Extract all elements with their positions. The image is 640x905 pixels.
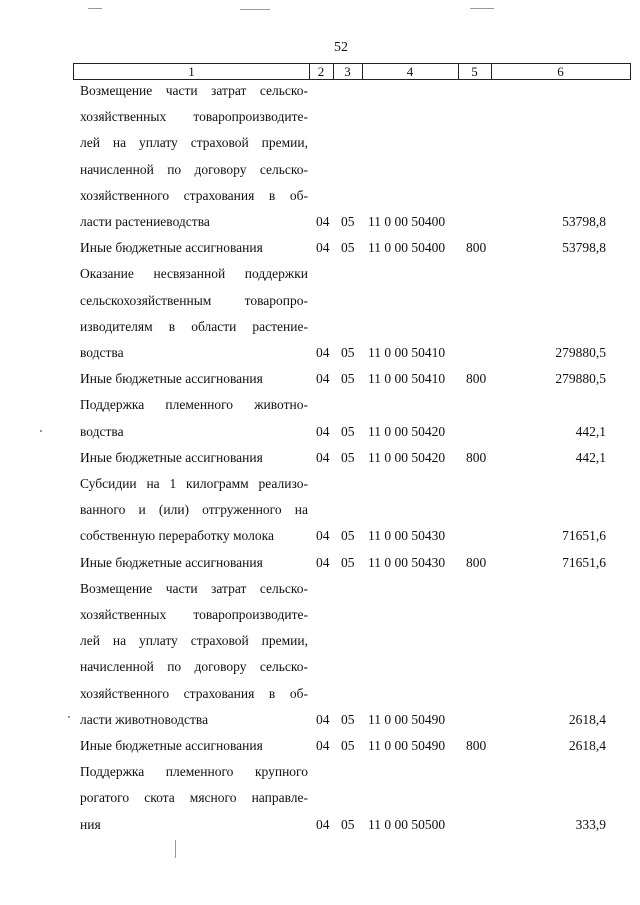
row-description-line: рогатого скота мясного направле- xyxy=(80,790,308,806)
cell-amount: 71651,6 xyxy=(562,554,606,570)
cell-amount: 53798,8 xyxy=(562,214,606,229)
header-col-4: 4 xyxy=(362,64,459,79)
row-description-line: Иные бюджетные ассигнования xyxy=(80,449,263,465)
cell-subsection: 05 xyxy=(341,423,355,439)
cell-amount: 279880,5 xyxy=(555,371,606,387)
scan-speck xyxy=(88,8,102,9)
cell-target-code: 11 0 00 50420 xyxy=(368,449,446,465)
header-col-6: 6 xyxy=(557,64,564,79)
cell-amount: 71651,6 xyxy=(562,528,606,544)
cell-section: 04 xyxy=(316,738,330,753)
row-description-line: хозяйственных товаропроизводите- xyxy=(80,607,308,622)
header-col-3: 3 xyxy=(333,64,363,79)
cell-target-code: 11 0 00 50430 xyxy=(368,528,446,544)
page-number-text: 52 xyxy=(334,40,348,55)
cell-section: 04 xyxy=(316,345,330,360)
row-description-line: Оказание несвязанной поддержки xyxy=(80,266,308,282)
cell-section: 04 xyxy=(316,528,330,544)
cell-section: 04 xyxy=(316,214,330,229)
cell-amount: 442,1 xyxy=(575,449,606,465)
cell-target-code: 11 0 00 50410 xyxy=(368,371,446,387)
cell-target-code: 11 0 00 50400 xyxy=(368,240,446,256)
cell-section: 04 xyxy=(316,449,330,465)
row-description-line: Поддержка племенного животно- xyxy=(80,397,308,413)
cell-amount: 53798,8 xyxy=(562,240,606,256)
cell-subsection: 05 xyxy=(341,738,355,753)
row-description-line: Возмещение части затрат сельско- xyxy=(80,580,308,596)
scan-speck xyxy=(68,716,70,718)
cell-amount: 279880,5 xyxy=(555,345,606,360)
row-description-line: Поддержка племенного крупного xyxy=(80,764,308,780)
row-description-line: ния xyxy=(80,816,101,832)
cell-subsection: 05 xyxy=(341,214,355,229)
row-description-line: хозяйственного страхования в об- xyxy=(80,685,308,701)
cell-section: 04 xyxy=(316,554,330,570)
cell-expense-type: 800 xyxy=(466,738,487,753)
cell-amount: 2618,4 xyxy=(568,711,606,727)
cell-target-code: 11 0 00 50500 xyxy=(368,816,446,832)
cell-subsection: 05 xyxy=(341,528,355,544)
row-description-line: Иные бюджетные ассигнования xyxy=(80,371,263,387)
cell-target-code: 11 0 00 50420 xyxy=(368,423,446,439)
row-description-line: лей на уплату страховой премии, xyxy=(80,633,308,649)
row-description-line: Субсидии на 1 килограмм реализо- xyxy=(80,476,308,491)
row-description-line: водства xyxy=(80,423,124,439)
cell-subsection: 05 xyxy=(341,240,355,256)
cell-subsection: 05 xyxy=(341,371,355,387)
cell-target-code: 11 0 00 50430 xyxy=(368,554,446,570)
cell-section: 04 xyxy=(316,816,330,832)
table-header xyxy=(73,63,631,80)
cell-amount: 333,9 xyxy=(575,816,606,832)
cell-expense-type: 800 xyxy=(466,449,487,465)
scan-speck xyxy=(470,8,494,9)
cell-subsection: 05 xyxy=(341,816,355,832)
cell-subsection: 05 xyxy=(341,554,355,570)
cell-expense-type: 800 xyxy=(466,240,487,256)
cell-amount: 2618,4 xyxy=(568,738,606,753)
row-description-line: водства xyxy=(80,345,124,360)
row-description-line: изводителям в области растение- xyxy=(80,318,308,334)
cell-target-code: 11 0 00 50490 xyxy=(368,738,446,753)
row-description-line: Возмещение части затрат сельско- xyxy=(80,83,308,98)
header-col-5: 5 xyxy=(458,64,492,79)
cell-target-code: 11 0 00 50400 xyxy=(368,214,446,229)
cell-target-code: 11 0 00 50490 xyxy=(368,711,446,727)
scan-speck xyxy=(40,430,42,432)
cell-subsection: 05 xyxy=(341,711,355,727)
cell-subsection: 05 xyxy=(341,345,355,360)
cell-section: 04 xyxy=(316,423,330,439)
cell-section: 04 xyxy=(316,240,330,256)
row-description-line: Иные бюджетные ассигнования xyxy=(80,738,263,753)
row-description-line: собственную переработку молока xyxy=(80,528,274,544)
cell-expense-type: 800 xyxy=(466,371,487,387)
row-description-line: ласти животноводства xyxy=(80,711,209,727)
row-description-line: начисленной по договору сельско- xyxy=(80,161,308,177)
row-description-line: хозяйственного страхования в об- xyxy=(80,187,308,203)
scan-speck xyxy=(175,840,176,858)
header-col-2: 2 xyxy=(309,64,334,79)
scan-speck xyxy=(240,9,270,10)
cell-section: 04 xyxy=(316,371,330,387)
row-description-line: ласти растениеводства xyxy=(80,214,210,229)
cell-target-code: 11 0 00 50410 xyxy=(368,345,446,360)
cell-section: 04 xyxy=(316,711,330,727)
row-description-line: Иные бюджетные ассигнования xyxy=(80,554,263,570)
cell-expense-type: 800 xyxy=(466,554,487,570)
row-description-line: лей на уплату страховой премии, xyxy=(80,135,308,151)
header-col-1: 1 xyxy=(74,64,310,79)
row-description-line: хозяйственных товаропроизводите- xyxy=(80,109,308,125)
row-description-line: Иные бюджетные ассигнования xyxy=(80,240,263,256)
row-description-line: ванного и (или) отгруженного на xyxy=(80,502,308,518)
cell-amount: 442,1 xyxy=(575,423,606,439)
row-description-line: сельскохозяйственным товаропро- xyxy=(80,292,308,308)
row-description-line: начисленной по договору сельско- xyxy=(80,659,308,675)
cell-subsection: 05 xyxy=(341,449,355,465)
